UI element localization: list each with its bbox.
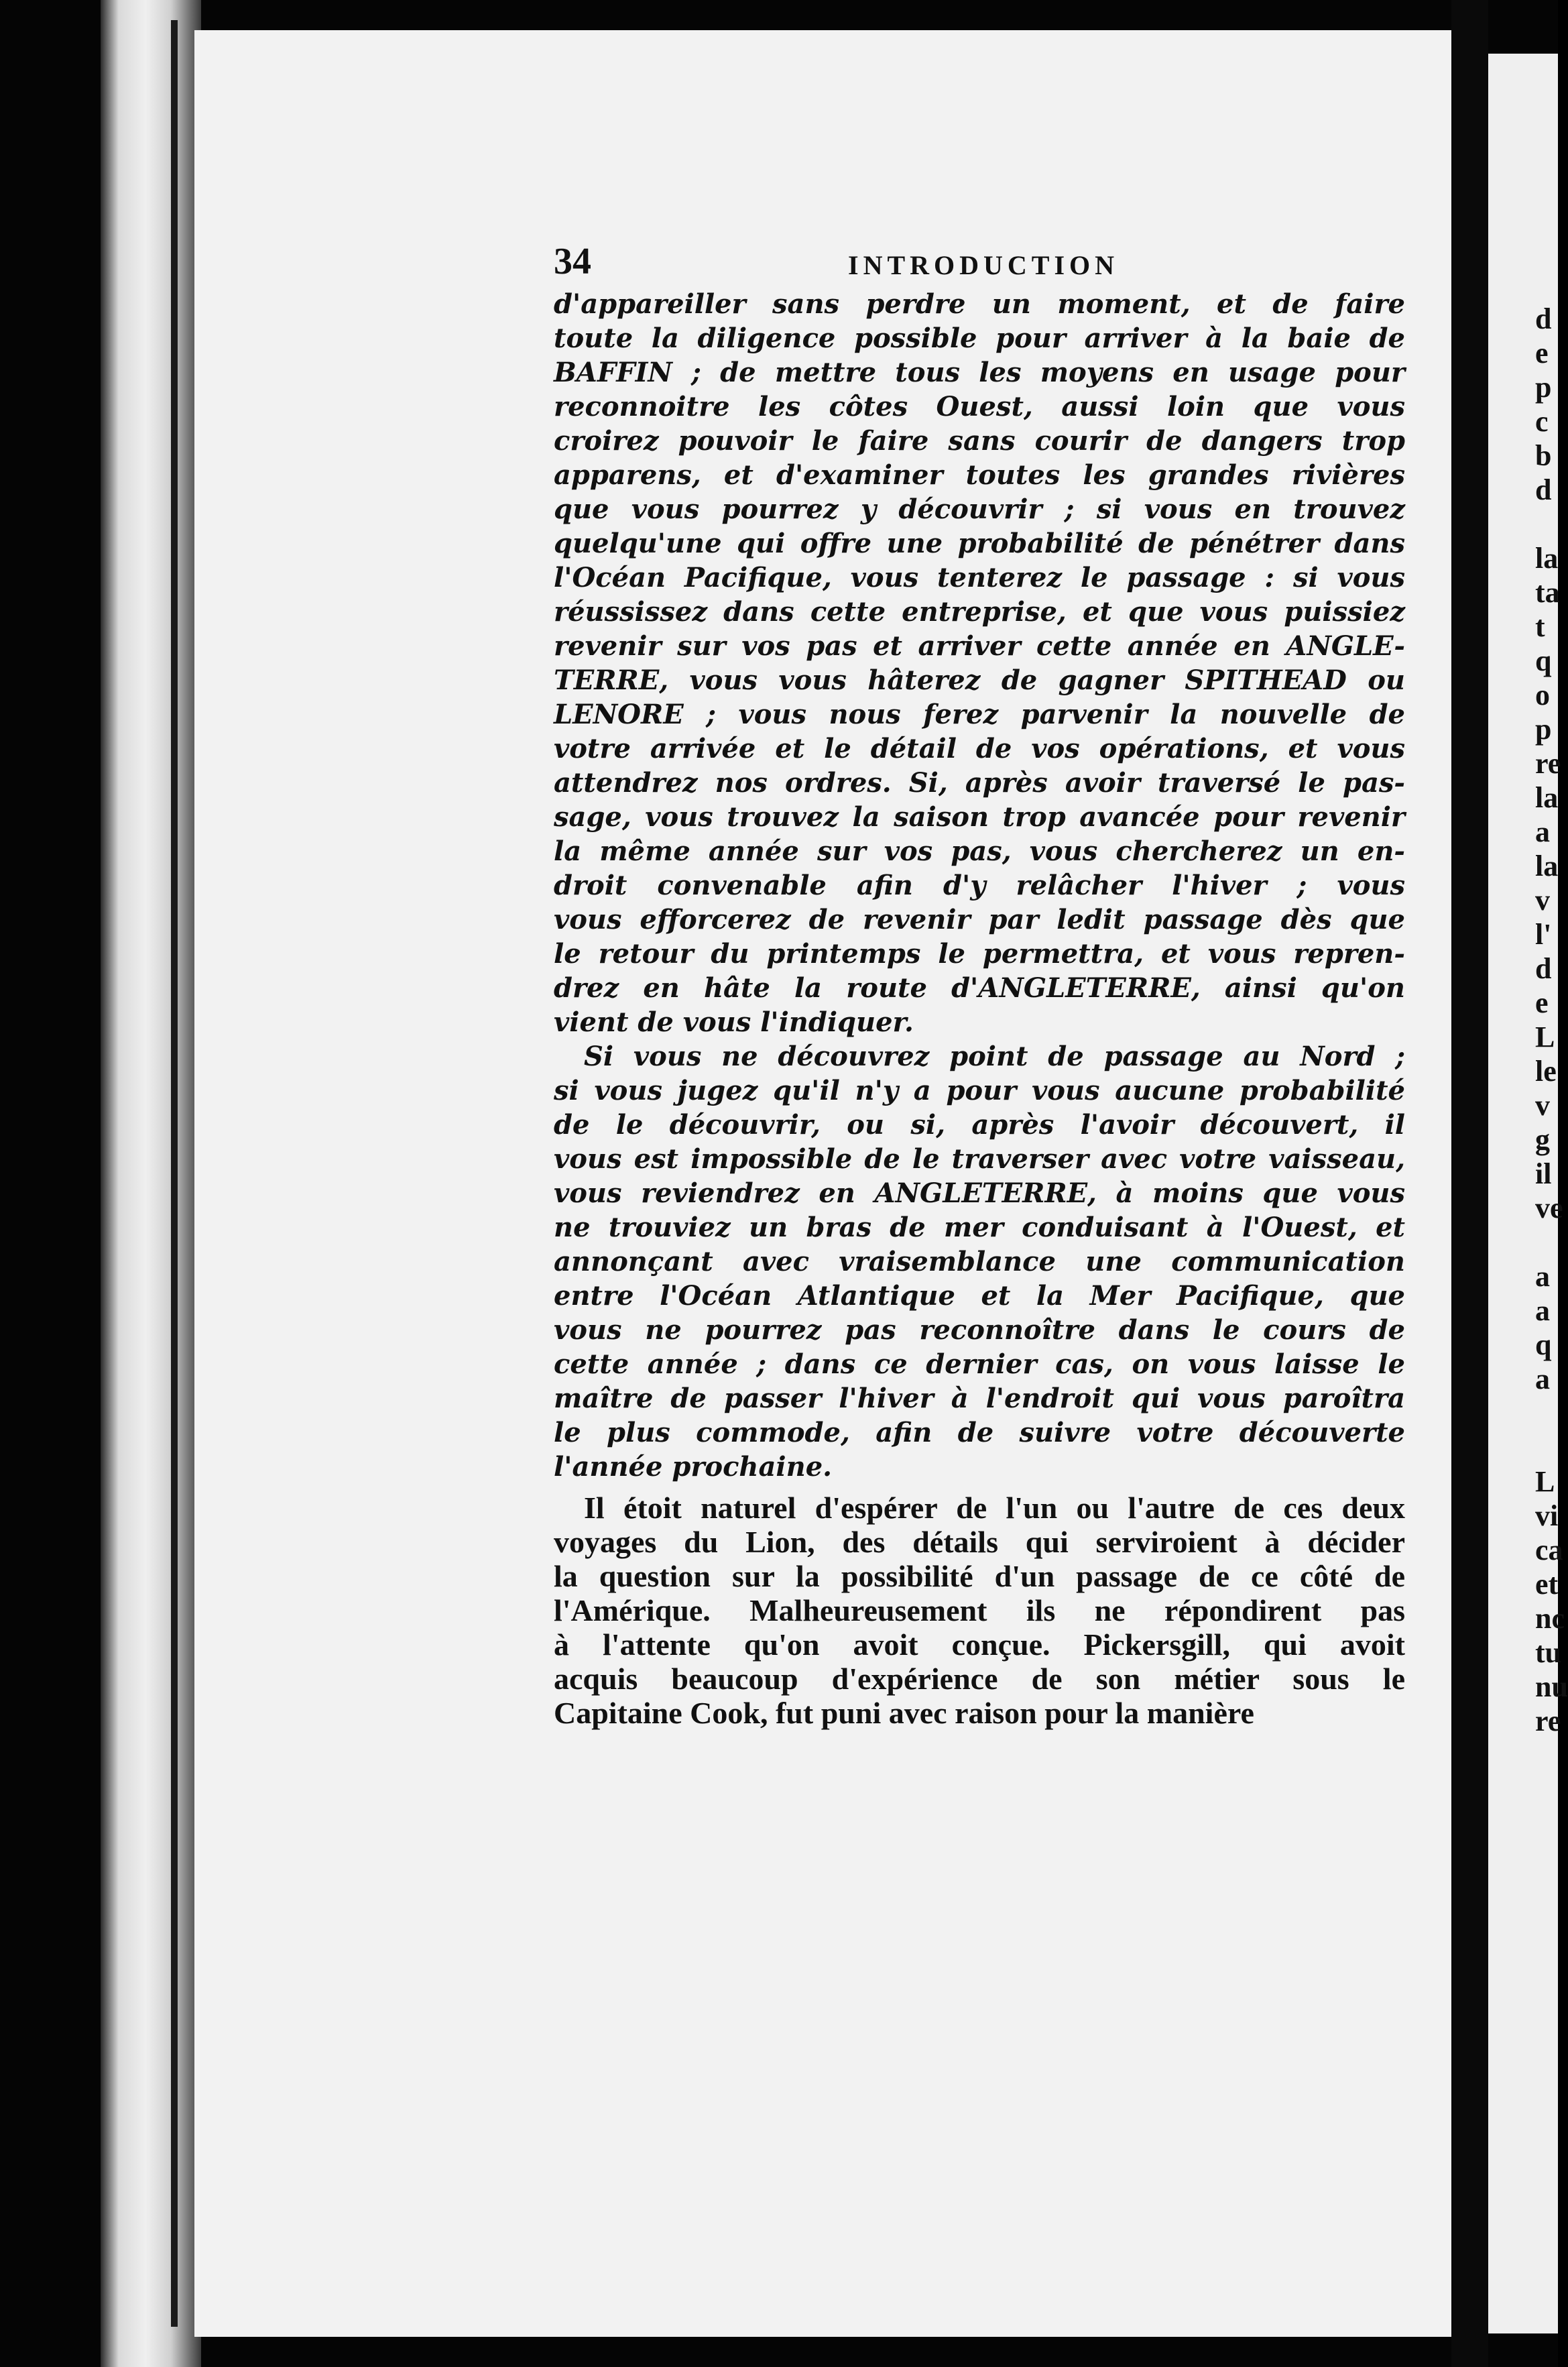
adjacent-page-fragment: vi <box>1535 1499 1559 1532</box>
adjacent-page-fragment: ca <box>1535 1534 1563 1566</box>
adjacent-page-fragment: il <box>1535 1157 1552 1190</box>
text-line: croirez pouvoir le faire sans courir de dangers trop <box>554 425 1405 457</box>
adjacent-page-fragment: la <box>1535 850 1559 882</box>
text-line: de le découvrir, ou si, après l'avoir découvert, il <box>554 1109 1405 1141</box>
text-line: le plus commode, afin de suivre votre découverte <box>554 1417 1405 1448</box>
text-line: la même année sur vos pas, vous chercherez un en- <box>554 835 1405 867</box>
text-line: maître de passer l'hiver à l'endroit qui vous paroîtra <box>554 1383 1405 1414</box>
adjacent-page-fragment: d <box>1535 302 1552 335</box>
text-line: réussissez dans cette entreprise, et que vous puissiez <box>554 596 1405 628</box>
text-line: annonçant avec vraisemblance une communication <box>554 1246 1405 1277</box>
adjacent-page-fragment: e <box>1535 986 1549 1019</box>
adjacent-page-fragment: la <box>1535 542 1559 575</box>
adjacent-page-fragment: v <box>1535 884 1550 917</box>
text-line: entre l'Océan Atlantique et la Mer Pacifique, que <box>554 1280 1405 1312</box>
text-line: apparens, et d'examiner toutes les grandes rivières <box>554 459 1405 491</box>
adjacent-page-fragment: re <box>1535 1705 1561 1737</box>
adjacent-page-fragment: d <box>1535 952 1552 985</box>
text-line: drez en hâte la route d'ANGLETERRE, ainsi qu'on <box>554 972 1405 1004</box>
adjacent-page-fragment: re <box>1535 747 1561 780</box>
text-line: reconnoitre les côtes Ouest, aussi loin que vous <box>554 391 1405 422</box>
adjacent-page-fragment: b <box>1535 439 1552 472</box>
text-line: que vous pourrez y découvrir ; si vous en trouvez <box>554 494 1405 525</box>
text-line: droit convenable afin d'y relâcher l'hiver ; vous <box>554 870 1405 901</box>
adjacent-page-fragment <box>1535 1430 1558 1464</box>
adjacent-page-fragment: o <box>1535 679 1550 711</box>
adjacent-page-fragment: d <box>1535 473 1552 506</box>
adjacent-page-fragment: L <box>1535 1465 1555 1498</box>
italic-instructions-block <box>554 287 1405 1484</box>
adjacent-page-fragment: a <box>1535 1260 1550 1293</box>
adjacent-page-fragment: a <box>1535 1363 1550 1395</box>
text-line: sage, vous trouvez la saison trop avancée pour revenir <box>554 801 1405 833</box>
adjacent-page-fragment: et <box>1535 1568 1559 1601</box>
adjacent-page-fragment: q <box>1535 1328 1552 1361</box>
adjacent-page-fragment: tu <box>1535 1636 1562 1669</box>
text-line: vous ne pourrez pas reconnoître dans le cours de <box>554 1314 1405 1346</box>
text-line: votre arrivée et le détail de vos opérations, et vous <box>554 733 1405 764</box>
text-line: vous reviendrez en ANGLETERRE, à moins que vous <box>554 1177 1405 1209</box>
text-line: Il étoit naturel d'espérer de l'un ou l'autre de ces deux <box>584 1491 1405 1525</box>
adjacent-page-fragment: nc <box>1535 1602 1565 1635</box>
adjacent-page-fragment <box>1535 1396 1558 1430</box>
book-spine <box>101 0 201 2367</box>
adjacent-page-fragment: L <box>1535 1021 1555 1053</box>
adjacent-page-fragment <box>1535 1225 1558 1259</box>
text-line: Si vous ne découvrez point de passage au Nord ; <box>584 1041 1405 1072</box>
adjacent-page-fragment: le <box>1535 1055 1557 1088</box>
roman-paragraph-block <box>554 1491 1405 1730</box>
adjacent-page-fragment: nu <box>1535 1670 1568 1703</box>
text-line: BAFFIN ; de mettre tous les moyens en usage pour <box>554 357 1405 388</box>
text-line: cette année ; dans ce dernier cas, on vous laisse le <box>554 1348 1405 1380</box>
text-line: quelqu'une qui offre une probabilité de pénétrer dans <box>554 528 1405 559</box>
text-line: l'Océan Pacifique, vous tenterez le passage : si vous <box>554 562 1405 593</box>
text-line: Capitaine Cook, fut puni avec raison pour la manière <box>554 1696 1254 1730</box>
text-line: vient de vous l'indiquer. <box>554 1006 914 1038</box>
text-line: LENORE ; vous nous ferez parvenir la nouvelle de <box>554 699 1405 730</box>
text-line: l'Amérique. Malheureusement ils ne répondirent pas <box>554 1593 1405 1627</box>
adjacent-page-fragment: l' <box>1535 918 1552 951</box>
text-line: vous est impossible de le traverser avec votre vaisseau, <box>554 1143 1405 1175</box>
adjacent-page-fragment: a <box>1535 815 1550 848</box>
text-line: vous efforcerez de revenir par ledit passage dès que <box>554 904 1405 935</box>
adjacent-page-fragment <box>1535 507 1558 541</box>
adjacent-page-fragment: g <box>1535 1123 1550 1156</box>
page-body <box>554 287 1405 1730</box>
text-line: voyages du Lion, des détails qui serviroient à décider <box>554 1525 1405 1559</box>
text-line: le retour du printemps le permettra, et vous repren- <box>554 938 1405 970</box>
text-line: si vous jugez qu'il n'y a pour vous aucune probabilité <box>554 1075 1405 1106</box>
adjacent-page-fragment: t <box>1535 610 1545 643</box>
adjacent-page-fragment: la <box>1535 781 1559 814</box>
text-line: TERRE, vous vous hâterez de gagner SPITHEAD ou <box>554 665 1405 696</box>
text-line: acquis beaucoup d'expérience de son métier sous le <box>554 1662 1405 1696</box>
page-number: 34 <box>554 241 591 282</box>
text-line: d'appareiller sans perdre un moment, et de faire <box>554 288 1405 320</box>
adjacent-page-fragment: e <box>1535 337 1549 369</box>
adjacent-page-fragment: p <box>1535 713 1552 746</box>
text-line: revenir sur vos pas et arriver cette année en ANGLE- <box>554 630 1405 662</box>
adjacent-page-fragment: q <box>1535 644 1552 677</box>
adjacent-page-fragment: p <box>1535 371 1552 404</box>
adjacent-page-fragment: a <box>1535 1294 1550 1327</box>
text-line: toute la diligence possible pour arriver à la baie de <box>554 323 1405 354</box>
text-line: à l'attente qu'on avoit conçue. Pickersgill, qui avoit <box>554 1627 1405 1662</box>
text-line: ne trouviez un bras de mer conduisant à l'Ouest, et <box>554 1212 1405 1243</box>
adjacent-page-fragment: v <box>1535 1089 1550 1122</box>
adjacent-page-fragment: ta <box>1535 576 1560 609</box>
adjacent-page-fragment: c <box>1535 405 1549 438</box>
text-line: attendrez nos ordres. Si, après avoir traversé le pas- <box>554 767 1405 799</box>
adjacent-page-text <box>1535 302 1568 1738</box>
spine-fold-line <box>171 20 178 2327</box>
text-line: l'année prochaine. <box>554 1451 833 1483</box>
adjacent-page-fragment: ve <box>1535 1192 1563 1224</box>
page-gutter <box>1451 0 1488 2367</box>
text-line: la question sur la possibilité d'un passage de ce côté de <box>554 1559 1405 1593</box>
running-head: INTRODUCTION <box>848 250 1120 280</box>
